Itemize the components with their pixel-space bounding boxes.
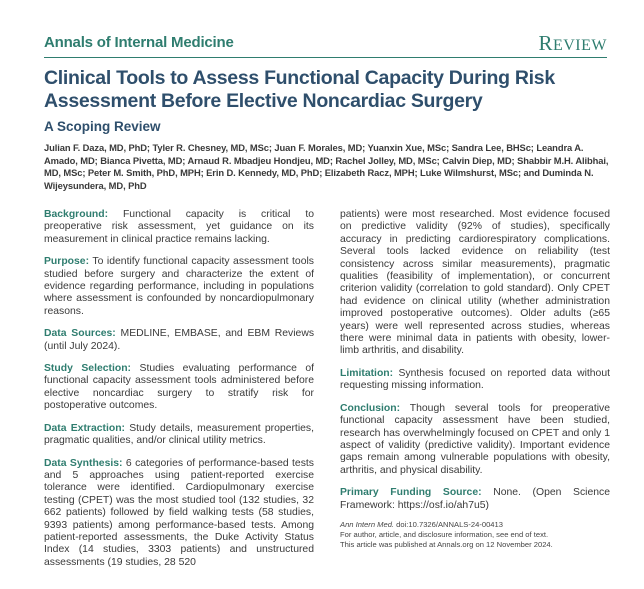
limitation-text: Synthesis focused on reported data without requesting missing information. [340,367,610,392]
data-synthesis-text: 6 categories of performance-based tests and 5 approaches using patient-reported exercise tolerance were identified. Cardiopulmonary exercise testing (CPET) was the most studied tool (132 studies, 32 662 patients) followed by field walking tests (58 studies, 9393 patients) among performance-based tests. Among patient-reported assessments, the Duke Activity Status Index (14 studies, 3303 patients) and unstructured assessments (19 studies, 28 520 [44,457,314,568]
limitation-label: Limitation: [340,367,394,379]
data-synthesis-continued: patients) were most researched. Most evidence focused on predictive validity (92% of studies), specifically accuracy in predicting cardiorespiratory complications. Several tools lacked evidence on reliability (test consistency across similar measurements), pragmatic qualities (feasibility of implementation), or concurrent criterion validity (correlation to gold standard). Only CPET had evidence on clinical utility (whether administration improved postoperative outcomes). Older adults (≥65 years) were well represented across studies, whereas there were minimal data in patients with obesity, lower-limb arthritis, and disability. [340,209,610,357]
purpose-label: Purpose: [44,256,90,268]
study-selection-label: Study Selection: [44,363,132,375]
author-list: Julian F. Daza, MD, PhD; Tyler R. Chesney, MD, MSc; Juan F. Morales, MD; Yuanxin Xue, MSc; Sandra Lee, BHSc; Leandra A. Amado, MD; Bianca Pivetta, MD; Arnaud R. Mbadjeu Hondjeu, MD; Rachel Jolley, MD, MSc; Calvin Diep, MD; Shabbir M.H. Alibhai, MD, MSc; Peter M. Smith, PhD, MPH; Erin D. Kennedy, MD, PhD; Elizabeth Racz, MPH; Luke Wilmshurst, MSc; and Duminda N. Wijeysundera, MD, PhD [44,142,609,191]
header-rule [44,57,607,58]
data-extraction-section [44,423,314,448]
background-section [44,209,314,246]
data-sources-text: MEDLINE, EMBASE, and EBM Reviews (until July 2024). [44,328,315,352]
journal-name: Annals of Internal Medicine [44,34,234,51]
section-label [538,31,607,56]
data-sources-section [44,328,314,353]
background-text: Functional capacity is critical to preoperative risk assessment, yet guidance on its measurement in clinical practice remains lacking. [44,209,315,245]
funding-text: None. (Open Science Framework: https://osf.io/ah7u5) [340,487,610,511]
citation-doi: doi:10.7326/ANNALS-24-00413 [396,519,503,529]
data-synthesis-label: Data Synthesis: [44,457,123,469]
conclusion-section [340,403,610,477]
background-label: Background: [44,209,109,220]
limitation-section [340,368,610,393]
data-synthesis-section [44,458,314,570]
study-selection-text: Studies evaluating performance of functional capacity assessment tools administered before elective noncardiac surgery to stratify risk for postoperative outcomes. [44,363,315,412]
conclusion-text: Though several tools for preoperative functional capacity assessment have been studied, research has overwhelmingly focused on CPET and only 1 aspect of validity (predictive validity). Important evidence gaps remain among vulnerable populations with obesity, arthritis, and physical disability. [340,402,610,476]
conclusion-label: Conclusion: [340,402,401,414]
funding-section [340,487,610,512]
article-metadata [340,520,610,550]
purpose-text: To identify functional capacity assessment tools studied before surgery and characterize the extent of evidence regarding performance, including in populations where assessment is confounded by noncardiopulmonary reasons. [44,256,314,317]
author-info-note: For author, article, and disclosure information, see end of text. [340,529,549,539]
section-label-initial: R [538,31,553,55]
citation-line [340,520,610,530]
section-label-rest: EVIEW [552,37,607,54]
funding-label: Primary Funding Source: [340,487,482,499]
data-extraction-label: Data Extraction: [44,422,126,434]
article-subtitle: A Scoping Review [44,119,161,134]
citation-journal: Ann Intern Med. [340,519,395,529]
data-sources-label: Data Sources: [44,328,116,340]
article-title: Clinical Tools to Assess Functional Capacity During Risk Assessment Before Elective Noncardiac Surgery [44,67,555,112]
data-extraction-text: Study details, measurement properties, pragmatic qualities, and/or clinical utility metrics. [44,422,314,447]
abstract-left-column [44,209,314,579]
publication-note: This article was published at Annals.org on 12 November 2024. [340,539,553,549]
abstract-right-column [340,209,610,550]
purpose-section [44,256,314,318]
study-selection-section [44,363,314,413]
